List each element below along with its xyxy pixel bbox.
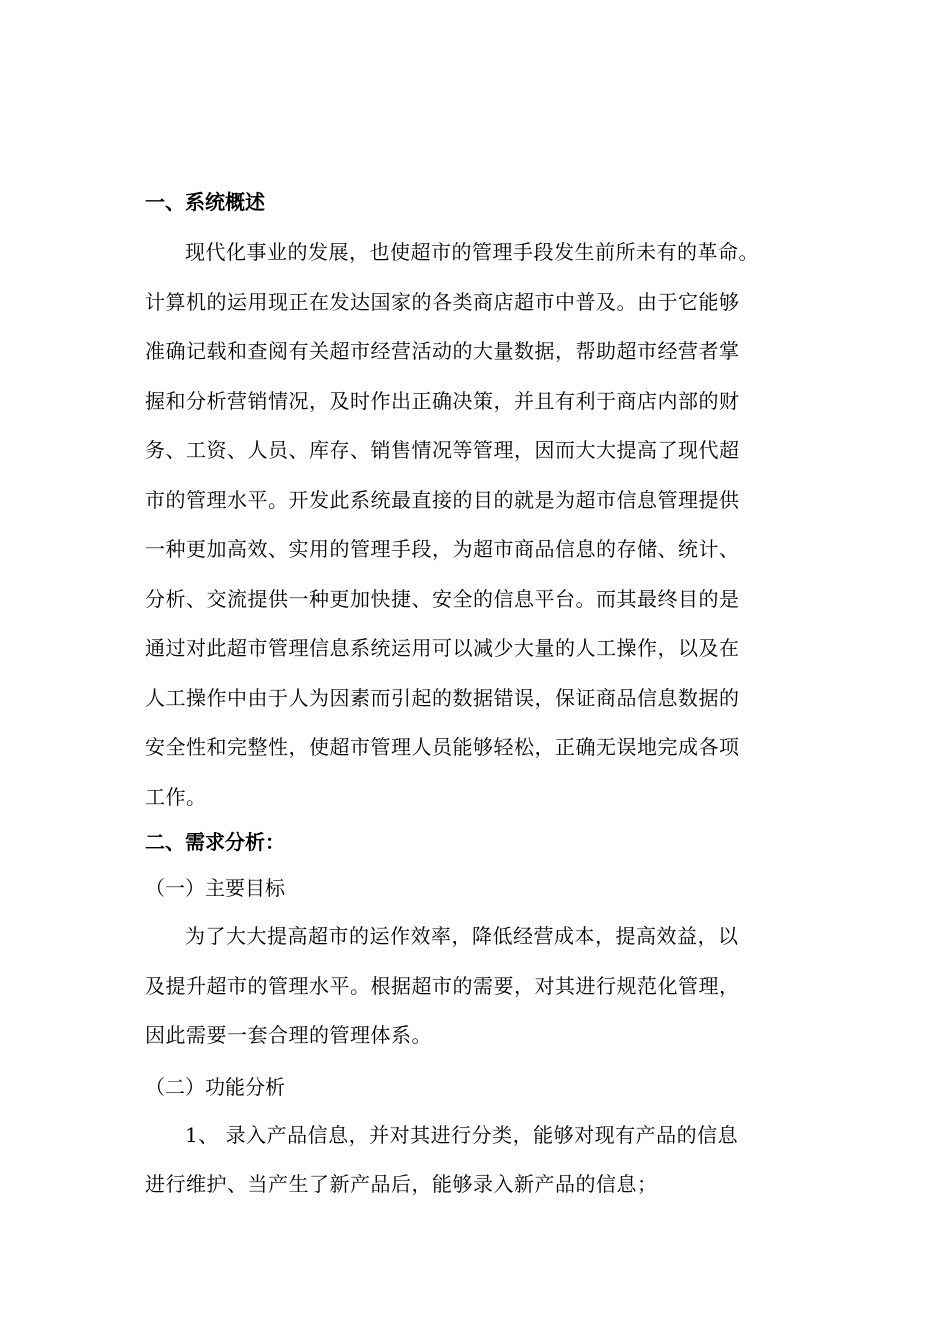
paragraph-line: 为了大大提高超市的运作效率，降低经营成本，提高效益，以 bbox=[185, 924, 739, 948]
function-list-item-1 bbox=[145, 1111, 810, 1210]
subsection1-title: （一）主要目标 bbox=[145, 876, 285, 900]
paragraph-line: 安全性和完整性，使超市管理人员能够轻松，正确无误地完成各项 bbox=[145, 735, 740, 759]
list-item-line: 1、 录入产品信息，并对其进行分类，能够对现有产品的信息 bbox=[185, 1122, 739, 1147]
paragraph-line: 握和分析营销情况，及时作出正确决策，并且有利于商店内部的财 bbox=[145, 388, 740, 413]
section1-heading: 一、系统概述 bbox=[145, 190, 265, 214]
paragraph-line: 因此需要一套合理的管理体系。 bbox=[145, 1023, 432, 1047]
paragraph-line: 一种更加高效、实用的管理手段，为超市商品信息的存储、统计、 bbox=[145, 537, 740, 561]
list-item-line: 进行维护、当产生了新产品后，能够录入新产品的信息； bbox=[145, 1172, 658, 1196]
paragraph-line: 市的管理水平。开发此系统最直接的目的就是为超市信息管理提供 bbox=[145, 487, 740, 512]
document-content bbox=[145, 182, 810, 1210]
subsection1-paragraph bbox=[145, 912, 810, 1061]
section1-paragraph bbox=[145, 228, 810, 822]
paragraph-line: 工作。 bbox=[145, 784, 207, 809]
paragraph-line: 现代化事业的发展，也使超市的管理手段发生前所未有的革命。 bbox=[185, 240, 759, 264]
paragraph-line: 人工操作中由于人为因素而引起的数据错误，保证商品信息数据的 bbox=[145, 685, 740, 710]
paragraph-line: 及提升超市的管理水平。根据超市的需要，对其进行规范化管理， bbox=[145, 973, 740, 998]
paragraph-line: 分析、交流提供一种更加快捷、安全的信息平台。而其最终目的是 bbox=[145, 586, 740, 611]
paragraph-line: 计算机的运用现正在发达国家的各类商店超市中普及。由于它能够 bbox=[145, 289, 740, 314]
section2-heading: 二、需求分析： bbox=[145, 830, 285, 854]
paragraph-line: 务、工资、人员、库存、销售情况等管理，因而大大提高了现代超 bbox=[145, 438, 740, 462]
paragraph-line: 准确记载和查阅有关超市经营活动的大量数据，帮助超市经营者掌 bbox=[145, 339, 740, 363]
paragraph-line: 通过对此超市管理信息系统运用可以减少大量的人工操作，以及在 bbox=[145, 636, 740, 660]
subsection2-title: （二）功能分析 bbox=[145, 1074, 285, 1099]
